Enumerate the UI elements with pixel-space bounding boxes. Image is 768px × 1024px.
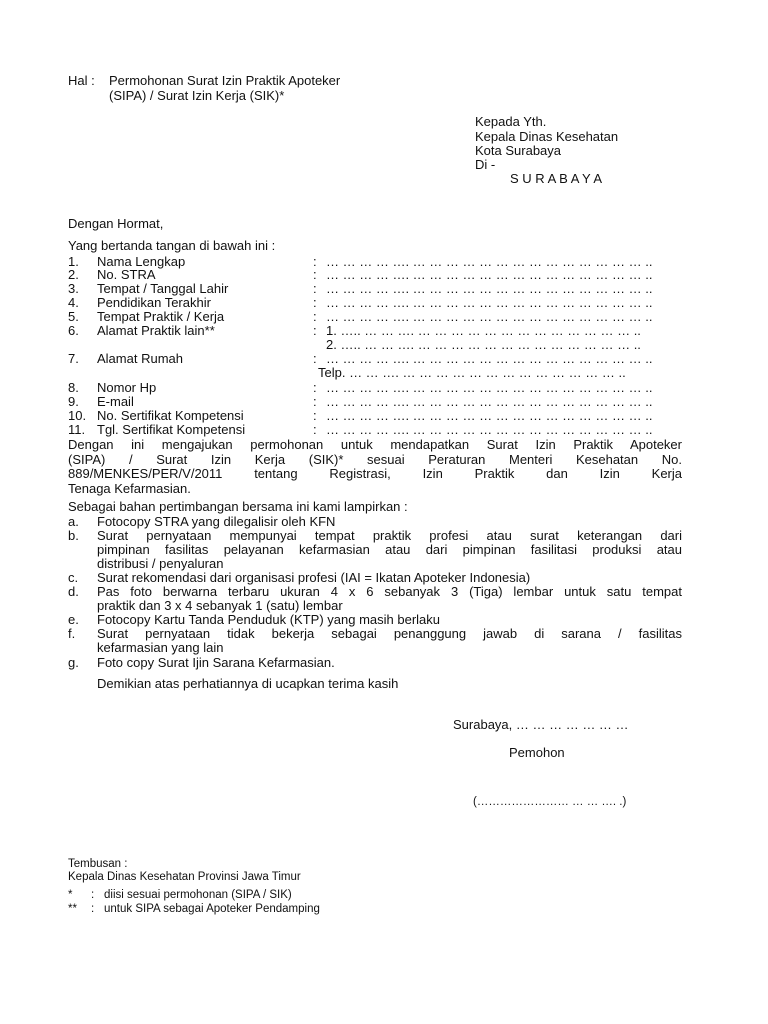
recipient-city: S U R A B A Y A [510,171,603,186]
field-number: 5. [68,309,79,324]
field-number: 11. [68,422,86,437]
paragraph-line: Tenaga Kefarmasian. [68,481,191,496]
attachment-text: Fotocopy STRA yang dilegalisir oleh KFN [97,514,336,529]
attachment-text: praktik dan 3 x 4 sebanyak 1 (satu) lembar [97,598,343,613]
field-label: E-mail [97,394,134,409]
footnote-mark: ** [68,903,77,915]
hal-label: Hal : [68,73,95,88]
field-number: 6. [68,323,79,338]
attachment-text: Surat rekomendasi dari organisasi profesi (IAI = Ikatan Apoteker Indonesia) [97,570,531,585]
field-number: 4. [68,295,79,310]
intro-text: Yang bertanda tangan di bawah ini : [68,238,276,253]
field-value-blank: Telp. … … …. … … … … … … … … … … … … … .. [318,365,626,380]
field-value-blank: 1. ….. … … …. … … … … … … … … … … … … … .. [326,323,641,338]
paragraph-line: 889/MENKES/PER/V/2011 tentang Registrasi, Izin Praktik dan Izin Kerja [68,466,682,481]
field-value-blank: … … … … …. … … … … … … … … … … … … … … .. [326,281,653,296]
footnote-colon: : [91,903,95,915]
paragraph-line: Dengan ini mengajukan permohonan untuk mendapatkan Surat Izin Praktik Apoteker [68,437,682,452]
field-value-blank: 2. ….. … … …. … … … … … … … … … … … … … .. [326,337,641,352]
attachment-text: Foto copy Surat Ijin Sarana Kefarmasian. [97,655,335,670]
attachment-text: distribusi / penyaluran [97,556,224,571]
recipient-line-4: Di - [475,157,496,172]
footnote-text: diisi sesuai permohonan (SIPA / SIK) [104,889,292,901]
attachment-letter: d. [68,584,79,599]
field-value-blank: … … … … …. … … … … … … … … … … … … … … .. [326,394,653,409]
attachment-letter: f. [68,626,76,641]
field-colon: : [313,323,317,338]
field-colon: : [313,267,317,282]
field-number: 10. [68,408,87,423]
attachment-text: Surat pernyataan mempunyai tempat praktik profesi atau surat keterangan dari [97,528,682,543]
attachment-text: Surat pernyataan tidak bekerja sebagai penanggung jawab di sarana / fasilitas [97,626,682,641]
subject-line-1: Permohonan Surat Izin Praktik Apoteker [109,73,341,88]
applicant-role: Pemohon [509,745,565,760]
field-number: 7. [68,351,79,366]
applicant-name-placeholder: (…………………… … … …. .) [473,796,627,808]
attachments-intro: Sebagai bahan pertimbangan bersama ini kami lampirkan : [68,499,408,514]
recipient-line-1: Kepada Yth. [475,114,547,129]
field-label: Pendidikan Terakhir [97,295,211,310]
footnote-text: untuk SIPA sebagai Apoteker Pendamping [104,903,320,915]
attachment-text: Fotocopy Kartu Tanda Penduduk (KTP) yang masih berlaku [97,612,441,627]
field-value-blank: … … … … …. … … … … … … … … … … … … … … .. [326,351,653,366]
field-label: Nama Lengkap [97,254,186,269]
field-label: No. STRA [97,267,156,282]
field-colon: : [313,422,317,437]
attachment-text: pimpinan fasilitas pelayanan kefarmasian atau dari pimpinan fasilitasi produksi atau [97,542,682,557]
attachment-letter: g. [68,655,79,670]
footnote-mark: * [68,889,73,901]
field-label: Alamat Praktik lain** [97,323,215,338]
field-colon: : [313,351,317,366]
field-label: Tgl. Sertifikat Kompetensi [97,422,246,437]
field-label: Nomor Hp [97,380,157,395]
field-label: No. Sertifikat Kompetensi [97,408,244,423]
field-colon: : [313,380,317,395]
field-colon: : [313,408,317,423]
place-date: Surabaya, … … … … … … … [453,717,629,732]
recipient-line-2: Kepala Dinas Kesehatan [475,129,619,144]
field-number: 9. [68,394,79,409]
field-number: 2. [68,267,79,282]
cc-title: Tembusan : [68,858,128,870]
field-colon: : [313,295,317,310]
field-number: 8. [68,380,79,395]
attachment-letter: c. [68,570,79,585]
field-value-blank: … … … … …. … … … … … … … … … … … … … … .. [326,254,653,269]
field-value-blank: … … … … …. … … … … … … … … … … … … … … .. [326,408,653,423]
field-colon: : [313,309,317,324]
attachment-text: kefarmasian yang lain [97,640,224,655]
attachment-letter: b. [68,528,79,543]
field-number: 1. [68,254,79,269]
field-label: Tempat / Tanggal Lahir [97,281,229,296]
field-number: 3. [68,281,79,296]
field-value-blank: … … … … …. … … … … … … … … … … … … … … .. [326,309,653,324]
field-value-blank: … … … … …. … … … … … … … … … … … … … … .. [326,422,653,437]
field-label: Alamat Rumah [97,351,183,366]
recipient-line-3: Kota Surabaya [475,143,562,158]
subject-line-2: (SIPA) / Surat Izin Kerja (SIK)* [109,88,285,103]
field-value-blank: … … … … …. … … … … … … … … … … … … … … .. [326,295,653,310]
field-label: Tempat Praktik / Kerja [97,309,225,324]
field-colon: : [313,394,317,409]
attachment-letter: e. [68,612,79,627]
field-value-blank: … … … … …. … … … … … … … … … … … … … … .. [326,380,653,395]
closing-text: Demikian atas perhatiannya di ucapkan terima kasih [97,676,399,691]
field-value-blank: … … … … …. … … … … … … … … … … … … … … .. [326,267,653,282]
attachment-text: Pas foto berwarna terbaru ukuran 4 x 6 sebanyak 3 (Tiga) lembar untuk satu tempat [97,584,682,599]
field-colon: : [313,254,317,269]
paragraph-line: (SIPA) / Surat Izin Kerja (SIK)* sesuai Peraturan Menteri Kesehatan No. [68,452,682,467]
greeting: Dengan Hormat, [68,216,164,231]
field-colon: : [313,281,317,296]
cc-line-1: Kepala Dinas Kesehatan Provinsi Jawa Timur [68,871,301,883]
attachment-letter: a. [68,514,79,529]
footnote-colon: : [91,889,95,901]
